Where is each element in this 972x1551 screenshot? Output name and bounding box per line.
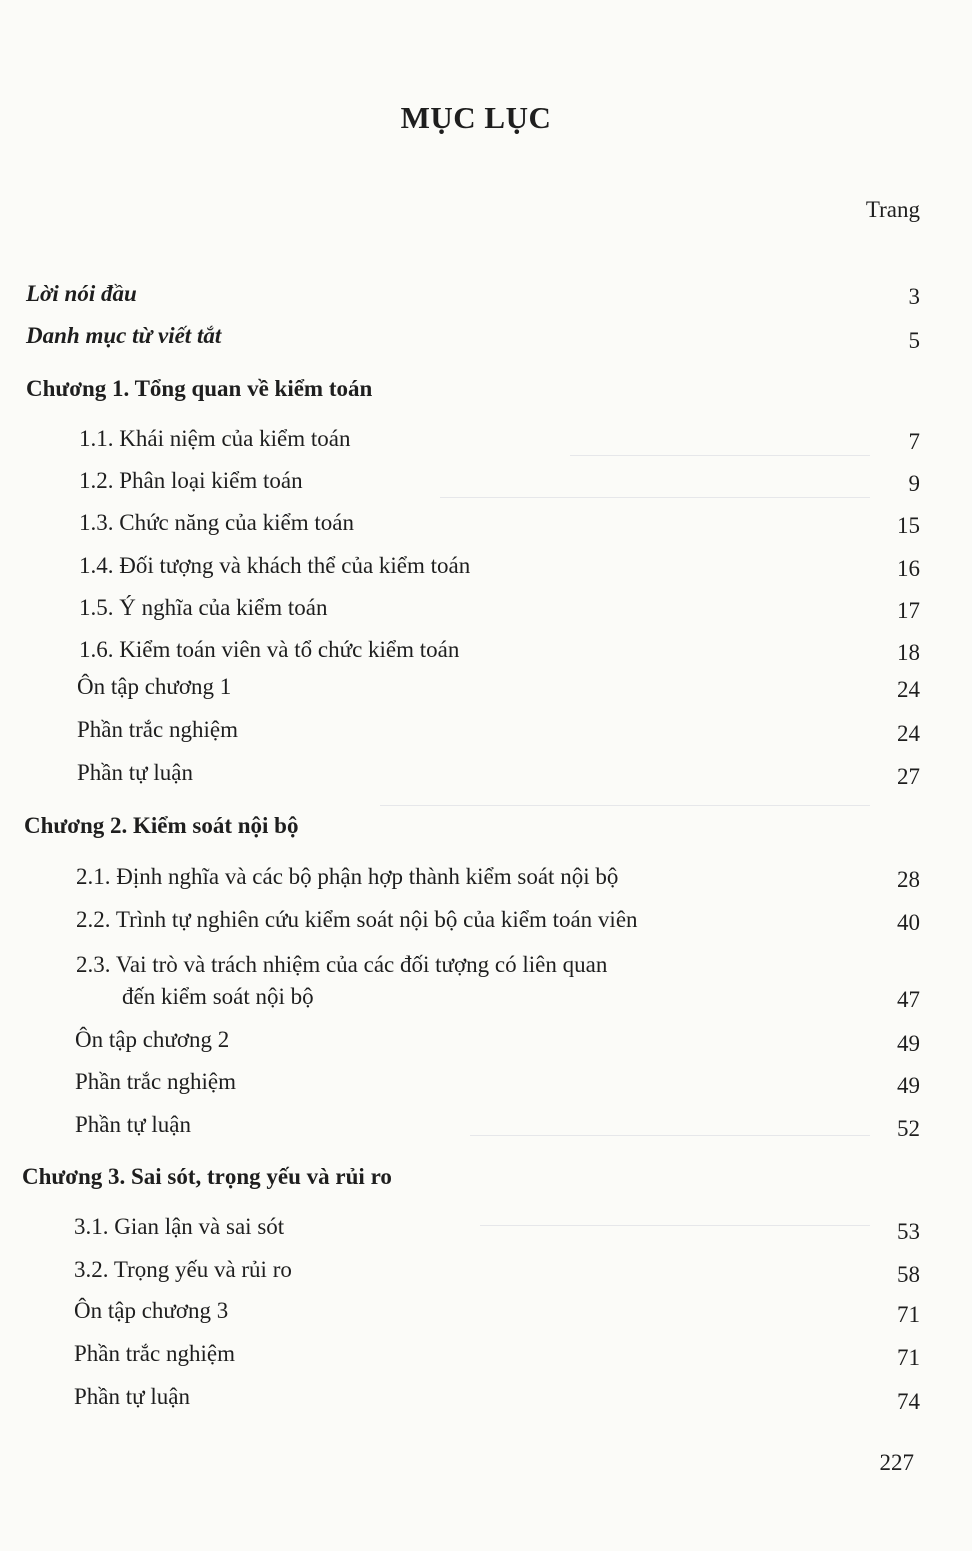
toc-entry (0, 717, 972, 751)
toc-entry-label: 1.6. Kiểm toán viên và tổ chức kiểm toán (79, 637, 460, 662)
toc-entry-label: Phần tự luận (74, 1384, 190, 1409)
toc-entry-label: 2.2. Trình tự nghiên cứu kiểm soát nội bộ của kiểm toán viên (76, 907, 638, 932)
toc-entry-page: 53 (897, 1219, 920, 1244)
toc-entry-page: 16 (897, 556, 920, 581)
toc-entry (0, 1298, 972, 1332)
toc-entry (0, 426, 972, 460)
chapter-heading-label: Chương 1. Tổng quan về kiểm toán (26, 376, 373, 401)
toc-entry (0, 760, 972, 794)
toc-entry (0, 907, 972, 941)
toc-entry-label: 1.3. Chức năng của kiểm toán (79, 510, 354, 535)
toc-entry (0, 1257, 972, 1291)
toc-entry (0, 510, 972, 544)
chapter-heading-label: Chương 3. Sai sót, trọng yếu và rủi ro (22, 1164, 392, 1189)
page-number: 227 (879, 1450, 914, 1475)
toc-entry (0, 1027, 972, 1061)
toc-entry-label: 1.4. Đối tượng và khách thể của kiểm toán (79, 553, 471, 578)
toc-entry (0, 553, 972, 587)
toc-entry-label: 2.1. Định nghĩa và các bộ phận hợp thành kiểm soát nội bộ (76, 864, 619, 889)
toc-entry-page: 7 (908, 429, 920, 454)
toc-entry-page: 49 (897, 1031, 920, 1056)
chapter-heading (0, 1164, 972, 1198)
toc-entry-label: 1.1. Khái niệm của kiểm toán (79, 426, 351, 451)
toc-entry-label: 1.2. Phân loại kiểm toán (79, 468, 303, 493)
toc-entry-page: 27 (897, 764, 920, 789)
toc-entry-label: 1.5. Ý nghĩa của kiểm toán (79, 595, 328, 620)
toc-entry-page: 18 (897, 640, 920, 665)
toc-entry (0, 952, 972, 986)
toc-entry-label: Ôn tập chương 2 (75, 1027, 230, 1052)
chapter-heading-label: Chương 2. Kiểm soát nội bộ (24, 813, 299, 838)
toc-entry (0, 1112, 972, 1146)
toc-entry (0, 323, 972, 357)
toc-entry-page: 28 (897, 867, 920, 892)
toc-entry (0, 1214, 972, 1248)
toc-entry-label: Danh mục từ viết tắt (26, 323, 222, 348)
page-title: MỤC LỤC (400, 100, 552, 135)
toc-entry (0, 637, 972, 671)
toc-entry-label: Phần trắc nghiệm (74, 1341, 235, 1366)
toc-entry-page: 9 (908, 471, 920, 496)
toc-entry-page: 58 (897, 1262, 920, 1287)
toc-entry (0, 1069, 972, 1103)
toc-entry-label: Ôn tập chương 1 (77, 674, 232, 699)
toc-entry-page: 40 (897, 910, 920, 935)
toc-entry-page: 5 (908, 328, 920, 353)
toc-entry-page: 52 (897, 1116, 920, 1141)
toc-entry-continuation (0, 984, 972, 1018)
bleed-through-line (380, 805, 870, 806)
toc-entry (0, 1341, 972, 1375)
toc-entry (0, 864, 972, 898)
page-column-header: Trang (865, 197, 920, 222)
toc-entry-label: Ôn tập chương 3 (74, 1298, 229, 1323)
toc-entry-page: 49 (897, 1073, 920, 1098)
chapter-heading (0, 376, 972, 410)
toc-entry-page: 3 (908, 284, 920, 309)
toc-entry-page: 71 (897, 1345, 920, 1370)
toc-entry-label: đến kiểm soát nội bộ (122, 984, 314, 1009)
chapter-heading (0, 813, 972, 847)
toc-entry-page: 47 (897, 987, 920, 1012)
toc-entry-label: 3.1. Gian lận và sai sót (74, 1214, 285, 1239)
toc-entry-page: 17 (897, 598, 920, 623)
toc-entry (0, 281, 972, 315)
toc-entry-label: Phần trắc nghiệm (77, 717, 238, 742)
toc-entry-page: 71 (897, 1302, 920, 1327)
toc-entry-label: Phần tự luận (75, 1112, 191, 1137)
toc-entry-label: 3.2. Trọng yếu và rủi ro (74, 1257, 292, 1282)
toc-entry-label: Phần trắc nghiệm (75, 1069, 236, 1094)
toc-entry-label: Lời nói đầu (26, 281, 137, 306)
toc-entry-page: 24 (897, 677, 920, 702)
toc-entry-page: 15 (897, 513, 920, 538)
toc-entry (0, 1384, 972, 1418)
toc-entry-page: 24 (897, 721, 920, 746)
toc-entry (0, 468, 972, 502)
toc-entry-label: Phần tự luận (77, 760, 193, 785)
toc-entry-page: 74 (897, 1389, 920, 1414)
toc-entry (0, 595, 972, 629)
toc-entry (0, 674, 972, 708)
toc-entry-label: 2.3. Vai trò và trách nhiệm của các đối tượng có liên quan (76, 952, 608, 977)
